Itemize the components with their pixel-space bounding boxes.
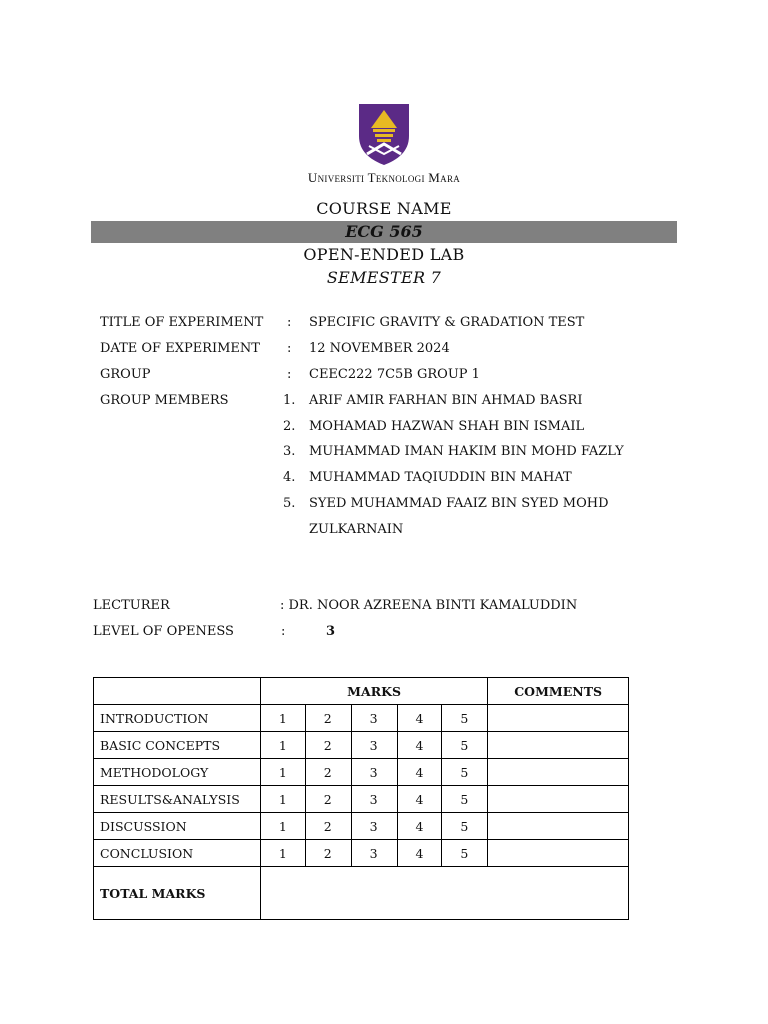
comment-cell bbox=[488, 840, 629, 867]
member-number: 4. bbox=[283, 470, 296, 485]
table-corner-cell bbox=[94, 678, 261, 705]
score-cell: 4 bbox=[397, 705, 442, 732]
score-cell: 4 bbox=[397, 840, 442, 867]
score-cell: 1 bbox=[260, 786, 305, 813]
group-label: GROUP bbox=[100, 367, 151, 382]
comment-cell bbox=[488, 732, 629, 759]
row-label: CONCLUSION bbox=[94, 840, 261, 867]
row-label: METHODOLOGY bbox=[94, 759, 261, 786]
total-marks-label: TOTAL MARKS bbox=[94, 867, 261, 920]
semester: SEMESTER 7 bbox=[326, 268, 442, 287]
row-label: DISCUSSION bbox=[94, 813, 261, 840]
title-colon: : bbox=[287, 315, 292, 330]
row-label: INTRODUCTION bbox=[94, 705, 261, 732]
title-label: TITLE OF EXPERIMENT bbox=[100, 315, 264, 330]
score-cell: 3 bbox=[351, 813, 397, 840]
table-row bbox=[94, 786, 629, 813]
row-label: BASIC CONCEPTS bbox=[94, 732, 261, 759]
lecturer-label: LECTURER bbox=[93, 598, 170, 613]
comment-cell bbox=[488, 786, 629, 813]
member-name: MOHAMAD HAZWAN SHAH BIN ISMAIL bbox=[309, 419, 585, 434]
score-cell: 3 bbox=[351, 786, 397, 813]
member-name-continued: ZULKARNAIN bbox=[309, 522, 404, 537]
score-cell: 4 bbox=[397, 759, 442, 786]
comments-header: COMMENTS bbox=[488, 678, 629, 705]
score-cell: 5 bbox=[442, 759, 488, 786]
score-cell: 3 bbox=[351, 732, 397, 759]
member-name: MUHAMMAD TAQIUDDIN BIN MAHAT bbox=[309, 470, 572, 485]
score-cell: 2 bbox=[305, 840, 351, 867]
score-cell: 4 bbox=[397, 813, 442, 840]
score-cell: 4 bbox=[397, 786, 442, 813]
score-cell: 5 bbox=[442, 732, 488, 759]
score-cell: 4 bbox=[397, 732, 442, 759]
score-cell: 2 bbox=[305, 786, 351, 813]
score-cell: 1 bbox=[260, 732, 305, 759]
score-cell: 1 bbox=[260, 759, 305, 786]
score-cell: 3 bbox=[351, 759, 397, 786]
score-cell: 5 bbox=[442, 840, 488, 867]
date-label: DATE OF EXPERIMENT bbox=[100, 341, 260, 356]
group-value: CEEC222 7C5B GROUP 1 bbox=[309, 367, 480, 382]
openess-colon: : bbox=[281, 624, 286, 639]
comment-cell bbox=[488, 813, 629, 840]
total-marks-cell bbox=[260, 867, 628, 920]
score-cell: 2 bbox=[305, 759, 351, 786]
table-row bbox=[94, 732, 629, 759]
title-value: SPECIFIC GRAVITY & GRADATION TEST bbox=[309, 315, 585, 330]
comment-cell bbox=[488, 705, 629, 732]
member-name: ARIF AMIR FARHAN BIN AHMAD BASRI bbox=[309, 393, 583, 408]
score-cell: 5 bbox=[442, 813, 488, 840]
members-label: GROUP MEMBERS bbox=[100, 393, 229, 408]
member-number: 2. bbox=[283, 419, 296, 434]
score-cell: 3 bbox=[351, 840, 397, 867]
course-name-label: COURSE NAME bbox=[316, 199, 452, 218]
table-row bbox=[94, 705, 629, 732]
member-number: 3. bbox=[283, 444, 296, 459]
table-row bbox=[94, 813, 629, 840]
university-name: Universiti Teknologi Mara bbox=[307, 170, 461, 185]
table-row bbox=[94, 840, 629, 867]
openess-value: 3 bbox=[326, 624, 336, 639]
score-cell: 1 bbox=[260, 705, 305, 732]
score-cell: 2 bbox=[305, 705, 351, 732]
member-name: MUHAMMAD IMAN HAKIM BIN MOHD FAZLY bbox=[309, 444, 624, 459]
table-row bbox=[94, 759, 629, 786]
marks-table bbox=[93, 677, 629, 920]
course-code: ECG 565 bbox=[91, 221, 677, 243]
lecturer-value: : DR. NOOR AZREENA BINTI KAMALUDDIN bbox=[280, 598, 578, 613]
member-number: 1. bbox=[283, 393, 296, 408]
member-name: SYED MUHAMMAD FAAIZ BIN SYED MOHD bbox=[309, 496, 609, 511]
score-cell: 2 bbox=[305, 732, 351, 759]
total-row bbox=[94, 867, 629, 920]
member-number: 5. bbox=[283, 496, 296, 511]
date-value: 12 NOVEMBER 2024 bbox=[309, 341, 450, 356]
group-colon: : bbox=[287, 367, 292, 382]
score-cell: 5 bbox=[442, 786, 488, 813]
uitm-logo-icon bbox=[357, 102, 411, 166]
date-colon: : bbox=[287, 341, 292, 356]
score-cell: 2 bbox=[305, 813, 351, 840]
marks-header: MARKS bbox=[260, 678, 487, 705]
table-header-row bbox=[94, 678, 629, 705]
score-cell: 1 bbox=[260, 813, 305, 840]
score-cell: 1 bbox=[260, 840, 305, 867]
comment-cell bbox=[488, 759, 629, 786]
openess-label: LEVEL OF OPENESS bbox=[93, 624, 234, 639]
score-cell: 5 bbox=[442, 705, 488, 732]
row-label: RESULTS&ANALYSIS bbox=[94, 786, 261, 813]
score-cell: 3 bbox=[351, 705, 397, 732]
lab-title: OPEN-ENDED LAB bbox=[303, 245, 465, 264]
